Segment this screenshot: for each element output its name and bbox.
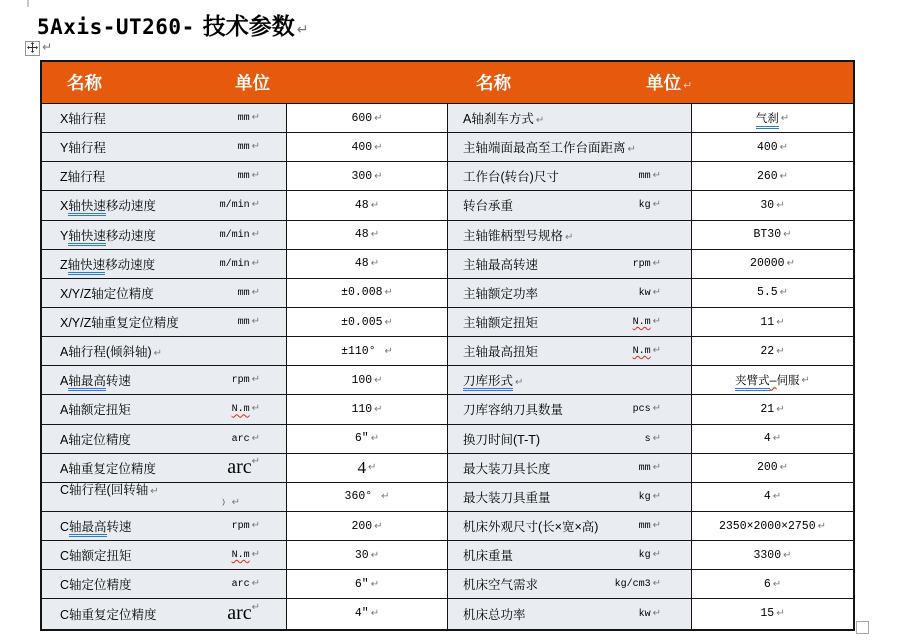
header-unit-right: 单位 ↵ <box>646 73 693 93</box>
param-value: 400 <box>351 140 373 154</box>
cell-end-mark: ↵ <box>251 456 260 468</box>
param-value: BT30 <box>753 228 782 242</box>
param-name-cell[interactable] <box>448 279 692 308</box>
param-value: 260 <box>756 169 778 183</box>
param-value: ±0.005 <box>341 315 383 329</box>
param-name: X轴快速移动速度 <box>60 196 156 214</box>
cell-end-mark: ↵ <box>627 144 636 156</box>
param-unit: mm ↵ <box>237 112 260 125</box>
param-unit: mm ↵ <box>638 461 661 474</box>
cell-end-mark: ↵ <box>384 287 393 299</box>
param-value: 5.5 <box>756 286 778 300</box>
param-unit: s ↵ <box>644 432 661 445</box>
param-name: Y轴行程 <box>60 141 106 156</box>
param-value: 3300 <box>753 548 782 562</box>
cell-end-mark: ↵ <box>652 549 661 561</box>
param-value-cell[interactable] <box>287 221 448 250</box>
param-value-cell[interactable] <box>692 599 853 628</box>
cell-end-mark: ↵ <box>776 316 785 328</box>
header-name-left: 名称 <box>67 73 102 93</box>
param-value-cell[interactable] <box>287 104 448 133</box>
param-name: 最大装刀具长度 <box>463 461 551 476</box>
param-name-cell[interactable] <box>42 250 287 279</box>
param-unit: arc ↵ <box>231 578 260 591</box>
cell-end-mark: ↵ <box>251 520 260 532</box>
param-value-cell[interactable] <box>692 366 853 395</box>
param-name: C轴额定扭矩 <box>60 549 132 564</box>
cell-end-mark: ↵ <box>384 316 393 328</box>
param-value-cell[interactable] <box>692 221 853 250</box>
param-value: 400 <box>756 140 778 154</box>
param-unit: mm ↵ <box>237 170 260 183</box>
cell-end-mark: ↵ <box>652 345 661 357</box>
param-value-cell[interactable] <box>287 366 448 395</box>
cell-end-mark: ↵ <box>251 578 260 590</box>
param-unit: pcs ↵ <box>632 403 661 416</box>
param-value: 110 <box>351 402 373 416</box>
param-name: Y轴快速移动速度 <box>60 226 156 244</box>
cell-end-mark: ↵ <box>374 141 383 153</box>
cell-end-mark: ↵ <box>652 578 661 590</box>
param-name-cell[interactable] <box>448 483 692 512</box>
param-name: 机床重量 <box>463 549 514 564</box>
param-value-cell[interactable] <box>692 395 853 424</box>
param-name: 主轴最高扭矩 <box>463 345 539 360</box>
cell-end-mark: ↵ <box>652 461 661 473</box>
table-body <box>42 104 853 629</box>
param-unit: rpm ↵ <box>231 520 260 533</box>
param-value: 4 <box>357 457 367 477</box>
param-name: 主轴锥柄型号规格 ↵ <box>463 228 574 243</box>
param-value-cell[interactable] <box>692 541 853 570</box>
cell-end-mark: ↵ <box>772 578 782 590</box>
cell-end-mark: ↵ <box>652 199 661 211</box>
param-value-cell[interactable] <box>692 454 853 483</box>
param-value-cell[interactable] <box>692 162 853 191</box>
cell-end-mark: ↵ <box>779 462 789 474</box>
cell-end-mark: ↵ <box>374 520 383 532</box>
param-name-cell[interactable] <box>42 454 287 483</box>
param-name-cell[interactable] <box>42 104 287 133</box>
param-value: 200 <box>351 519 373 533</box>
param-name: Z轴行程 <box>60 170 106 185</box>
cell-end-mark: ↵ <box>535 115 545 127</box>
cell-end-mark: ↵ <box>370 433 380 445</box>
param-name-cell[interactable] <box>42 191 287 220</box>
param-name: A轴最高转速 <box>60 371 131 389</box>
param-unit: mm ↵ <box>638 170 661 183</box>
param-name-cell[interactable] <box>448 512 692 541</box>
cell-end-mark: ↵ <box>251 316 260 328</box>
param-unit: kg ↵ <box>638 199 661 212</box>
param-value: 夹臂式—伺服 <box>735 372 799 388</box>
param-name: 最大装刀具重量 <box>463 490 551 505</box>
param-name: 工作台(转台)尺寸 <box>463 170 559 185</box>
param-value: ±0.008 <box>341 286 383 300</box>
cell-end-mark: ↵ <box>381 491 390 503</box>
param-unit: N.m ↵ <box>632 345 661 358</box>
param-value-cell[interactable] <box>692 308 853 337</box>
param-value-cell[interactable] <box>287 599 448 628</box>
param-unit: kg/cm3 ↵ <box>614 578 661 591</box>
param-name: X/Y/Z轴定位精度 <box>60 286 154 301</box>
param-name-cell[interactable] <box>448 133 692 162</box>
param-value: 6″ <box>354 577 369 591</box>
param-value: 300 <box>351 169 373 183</box>
cell-end-mark: ↵ <box>515 377 524 389</box>
cell-end-mark: ↵ <box>772 433 782 445</box>
cell-end-mark: ↵ <box>786 258 795 270</box>
header-name-right: 名称 <box>476 73 511 93</box>
param-name: 主轴额定扭矩 <box>463 316 539 331</box>
param-value-cell[interactable] <box>692 191 853 220</box>
param-name-cell[interactable] <box>448 191 692 220</box>
cell-end-mark: ↵ <box>370 549 380 561</box>
param-name: C轴行程(回转轴 ↵ <box>60 483 159 498</box>
param-value-cell[interactable] <box>287 250 448 279</box>
param-name-cell[interactable] <box>42 162 287 191</box>
cell-end-mark: ↵ <box>370 229 380 241</box>
cell-end-mark: ↵ <box>251 602 260 614</box>
cell-end-mark: ↵ <box>652 490 661 502</box>
param-name: 刀库容纳刀具数量 <box>463 403 564 418</box>
param-unit: kg ↵ <box>638 549 661 562</box>
param-name-cell[interactable] <box>42 395 287 424</box>
param-name-cell[interactable] <box>42 221 287 250</box>
cell-end-mark: ↵ <box>652 520 661 532</box>
table-header-row <box>42 62 853 104</box>
paragraph-mark: ↵ <box>296 22 309 38</box>
param-value-cell[interactable] <box>692 279 853 308</box>
cell-end-mark: ↵ <box>652 316 661 328</box>
cell-end-mark: ↵ <box>779 170 789 182</box>
param-name-cell[interactable] <box>42 512 287 541</box>
param-value: 100 <box>351 373 373 387</box>
param-value-cell[interactable] <box>287 512 448 541</box>
cell-end-mark: ↵ <box>370 578 380 590</box>
cell-end-mark: ↵ <box>153 348 163 360</box>
param-name: 机床空气需求 <box>463 578 539 593</box>
param-name-cell[interactable] <box>448 104 692 133</box>
param-value-cell[interactable] <box>692 570 853 599</box>
param-value: 360° <box>344 490 380 504</box>
cell-end-mark: ↵ <box>780 112 790 124</box>
cell-end-mark: ↵ <box>150 486 159 498</box>
param-unit: arc↵ <box>227 602 260 625</box>
move-icon <box>27 40 38 58</box>
page-title <box>37 8 308 41</box>
cell-end-mark: ↵ <box>783 549 792 561</box>
cell-end-mark: ↵ <box>251 549 260 561</box>
param-value-cell[interactable] <box>287 308 448 337</box>
cell-end-mark: ↵ <box>251 228 260 240</box>
param-value-cell[interactable] <box>287 133 448 162</box>
param-name-cell[interactable] <box>448 221 692 250</box>
param-name: X/Y/Z轴重复定位精度 <box>60 316 179 331</box>
param-unit: rpm ↵ <box>632 257 661 270</box>
cell-end-mark: ↵ <box>384 345 393 357</box>
param-name-cell[interactable] <box>448 366 692 395</box>
param-unit: m/min ↵ <box>219 257 260 270</box>
param-name-cell[interactable] <box>448 599 692 628</box>
cell-end-mark: ↵ <box>231 497 240 509</box>
param-value: 2350×2000×2750 <box>718 519 816 533</box>
param-name: 换刀时间(T-T) <box>463 432 541 447</box>
cell-end-mark: ↵ <box>652 403 661 415</box>
param-name: Z轴快速移动速度 <box>60 255 155 273</box>
param-name-cell[interactable] <box>448 541 692 570</box>
param-value-cell[interactable] <box>287 483 448 512</box>
cell-end-mark: ↵ <box>374 374 383 386</box>
param-name-cell[interactable] <box>42 308 287 337</box>
param-value-cell[interactable] <box>287 425 448 454</box>
param-name: 主轴最高转速 <box>463 257 539 272</box>
param-value: 600 <box>351 111 373 125</box>
param-name-cell[interactable] <box>448 308 692 337</box>
param-name-cell[interactable] <box>448 162 692 191</box>
cursor-artifact <box>27 0 29 7</box>
cell-end-mark: ↵ <box>370 258 380 270</box>
param-name-cell[interactable] <box>42 483 287 512</box>
param-value-cell[interactable] <box>692 133 853 162</box>
param-name: X轴行程 <box>60 112 106 127</box>
cell-end-mark: ↵ <box>772 491 782 503</box>
param-value: 4 <box>763 490 771 504</box>
cell-end-mark: ↵ <box>652 257 661 269</box>
cell-end-mark: ↵ <box>652 286 661 298</box>
param-name-cell[interactable] <box>448 425 692 454</box>
param-unit: mm ↵ <box>237 286 260 299</box>
parameters-table <box>40 60 855 631</box>
param-name: C轴重复定位精度 <box>60 607 157 622</box>
param-unit: arc↵ <box>227 456 260 479</box>
param-value-cell[interactable] <box>692 104 853 133</box>
param-name: 转台承重 <box>463 199 514 214</box>
cell-end-mark: ↵ <box>652 170 661 182</box>
param-unit: kg ↵ <box>638 490 661 503</box>
param-value: 22 <box>760 344 775 358</box>
param-unit: mm ↵ <box>237 316 260 329</box>
param-name-cell[interactable] <box>42 133 287 162</box>
param-name: A轴定位精度 <box>60 432 131 447</box>
cell-end-mark: ↵ <box>652 607 661 619</box>
param-name: 主轴端面最高至工作台面距离 ↵ <box>463 141 636 156</box>
cell-end-mark: ↵ <box>251 170 260 182</box>
param-unit: arc ↵ <box>231 432 260 445</box>
param-name: A轴额定扭矩 <box>60 403 131 418</box>
param-unit: N.m ↵ <box>632 316 661 329</box>
param-unit: kw ↵ <box>638 607 661 620</box>
param-unit: m/min ↵ <box>219 199 260 212</box>
param-name: 机床总功率 <box>463 607 526 622</box>
param-value-cell[interactable] <box>287 337 448 366</box>
param-value: 48 <box>354 257 369 271</box>
param-unit: ） ↵ <box>221 497 240 509</box>
cell-end-mark: ↵ <box>251 141 260 153</box>
cell-end-mark: ↵ <box>374 112 383 124</box>
cell-end-mark: ↵ <box>251 199 260 211</box>
param-value: 48 <box>354 198 369 212</box>
cell-end-mark: ↵ <box>565 231 574 243</box>
param-value-cell[interactable] <box>287 454 448 483</box>
param-value: 6″ <box>354 432 369 446</box>
param-value: 11 <box>760 315 775 329</box>
param-unit: mm ↵ <box>638 520 661 533</box>
param-name: A轴重复定位精度 <box>60 461 156 476</box>
param-value-cell[interactable] <box>287 395 448 424</box>
cell-end-mark: ↵ <box>817 520 826 532</box>
table-move-handle[interactable] <box>25 41 40 56</box>
param-value: 15 <box>760 607 775 621</box>
cell-end-mark: ↵ <box>801 374 810 386</box>
param-value: 48 <box>354 228 369 242</box>
cell-end-mark: ↵ <box>776 608 785 620</box>
cell-end-mark: ↵ <box>374 403 383 415</box>
param-name-cell[interactable] <box>448 337 692 366</box>
param-name-cell[interactable] <box>42 570 287 599</box>
param-unit: N.m ↵ <box>231 403 260 416</box>
param-name-cell[interactable] <box>42 337 287 366</box>
paragraph-mark: ↵ <box>683 79 693 92</box>
param-name-cell[interactable] <box>448 570 692 599</box>
cell-end-mark: ↵ <box>779 141 789 153</box>
param-value: 20000 <box>750 257 785 271</box>
param-value-cell[interactable] <box>692 337 853 366</box>
cell-end-mark: ↵ <box>779 287 789 299</box>
param-name-cell[interactable] <box>448 454 692 483</box>
param-name: A轴行程(倾斜轴) ↵ <box>60 345 163 360</box>
page-title-model: 5Axis-UT260- <box>37 15 195 39</box>
param-name-cell[interactable] <box>448 395 692 424</box>
param-value-cell[interactable] <box>287 279 448 308</box>
param-name-cell[interactable] <box>42 425 287 454</box>
cell-end-mark: ↵ <box>776 345 785 357</box>
param-value-cell[interactable] <box>692 483 853 512</box>
param-name-cell[interactable] <box>42 366 287 395</box>
cell-end-mark: ↵ <box>776 403 785 415</box>
param-value-cell[interactable] <box>287 541 448 570</box>
param-value-cell[interactable] <box>692 512 853 541</box>
param-value: 21 <box>760 402 775 416</box>
cell-end-mark: ↵ <box>652 432 661 444</box>
cell-end-mark: ↵ <box>374 170 383 182</box>
param-value-cell[interactable] <box>287 162 448 191</box>
cell-end-mark: ↵ <box>251 432 260 444</box>
param-unit: rpm ↵ <box>231 374 260 387</box>
cell-end-mark: ↵ <box>370 199 380 211</box>
param-value-cell[interactable] <box>287 570 448 599</box>
cell-end-mark: ↵ <box>251 286 260 298</box>
param-value: ±110° <box>341 344 383 358</box>
param-value: 200 <box>756 461 778 475</box>
cell-end-mark: ↵ <box>251 403 260 415</box>
cell-end-mark: ↵ <box>776 199 785 211</box>
param-unit: kw ↵ <box>638 286 661 299</box>
param-value: 气刹 <box>756 110 779 126</box>
cell-end-mark: ↵ <box>368 462 377 474</box>
param-name: C轴定位精度 <box>60 578 132 593</box>
param-value: 4 <box>763 432 771 446</box>
table-resize-handle[interactable] <box>856 621 869 634</box>
param-name: C轴最高转速 <box>60 517 132 535</box>
cell-end-mark: ↵ <box>251 112 260 124</box>
param-unit: m/min ↵ <box>219 228 260 241</box>
cell-end-mark: ↵ <box>783 229 792 241</box>
param-value-cell[interactable] <box>692 425 853 454</box>
param-unit: N.m ↵ <box>231 549 260 562</box>
cell-end-mark: ↵ <box>370 608 380 620</box>
param-name: 主轴额定功率 <box>463 286 539 301</box>
param-unit: mm ↵ <box>237 141 260 154</box>
param-value: 6 <box>763 577 771 591</box>
param-name: 机床外观尺寸(长×宽×高) <box>463 520 599 535</box>
paragraph-mark: ↵ <box>42 40 53 54</box>
param-value-cell[interactable] <box>692 250 853 279</box>
param-name: 刀库形式 ↵ <box>463 371 523 389</box>
page-title-text: 技术参数 <box>202 13 295 39</box>
param-value: 30 <box>760 198 775 212</box>
param-name-cell[interactable] <box>42 599 287 628</box>
param-value: 30 <box>354 548 369 562</box>
cell-end-mark: ↵ <box>251 374 260 386</box>
header-unit-left: 单位 <box>235 73 270 93</box>
param-name-cell[interactable] <box>448 250 692 279</box>
param-name-cell[interactable] <box>42 541 287 570</box>
param-name-cell[interactable] <box>42 279 287 308</box>
param-value-cell[interactable] <box>287 191 448 220</box>
param-name: A轴刹车方式 ↵ <box>463 112 545 127</box>
param-value: 4″ <box>354 607 369 621</box>
cell-end-mark: ↵ <box>251 257 260 269</box>
